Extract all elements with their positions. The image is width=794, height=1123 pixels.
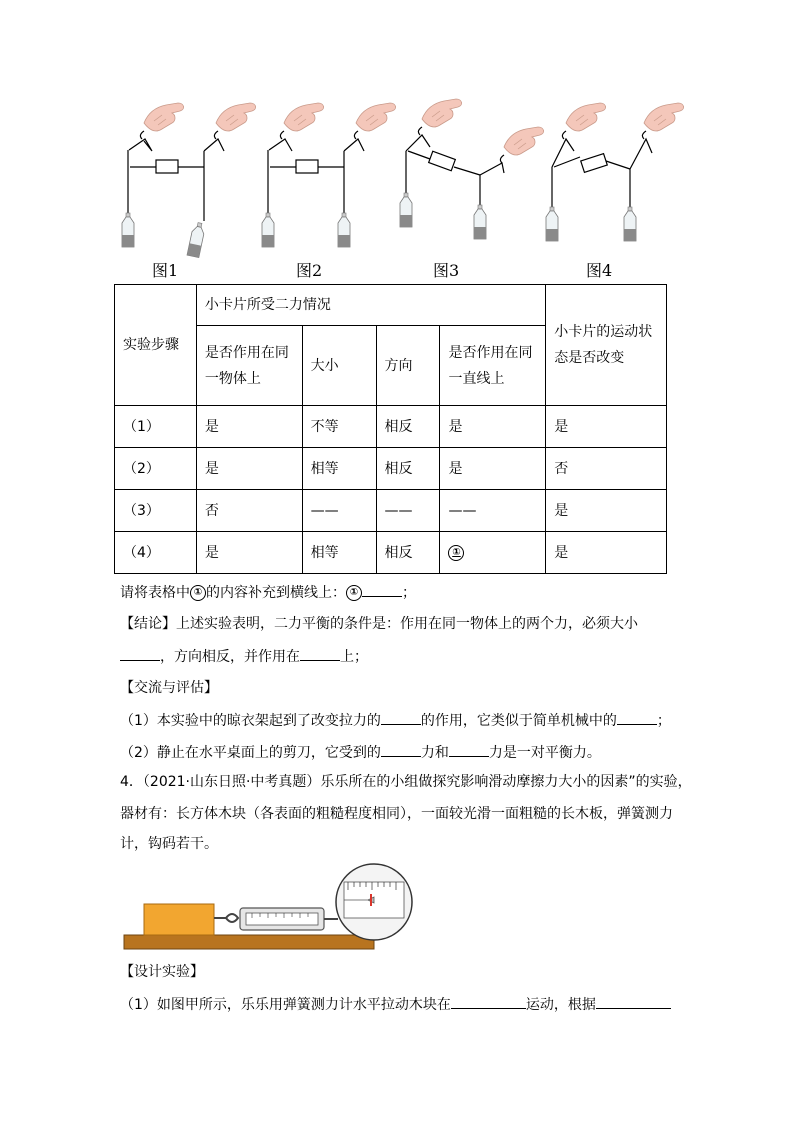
cell-size: 相等 <box>302 448 376 490</box>
cell-motion: 是 <box>546 532 667 574</box>
table-row <box>115 490 667 532</box>
table-row <box>115 448 667 490</box>
answer-blank[interactable] <box>300 646 340 661</box>
cell-direction: —— <box>376 490 440 532</box>
wood-block <box>144 904 214 935</box>
subheader-direction: 方向 <box>376 326 440 406</box>
hanger-experiment-figures <box>100 95 690 260</box>
design-title: 【设计实验】 <box>120 964 204 980</box>
cell-direction: 相反 <box>376 448 440 490</box>
figure-4-illustration <box>546 103 684 241</box>
friction-experiment-illustration <box>122 860 422 952</box>
answer-blank[interactable] <box>449 742 489 757</box>
question-2: （2）静止在水平桌面上的剪刀，它受到的 力和 力是一对平衡力。 <box>120 742 601 763</box>
cell-size: 不等 <box>302 406 376 448</box>
cell-step: （1） <box>115 406 197 448</box>
conclusion-line-2: ，方向相反，并作用在 上； <box>120 646 368 667</box>
figure-2-illustration <box>262 103 396 247</box>
problem-4-line-1: 4．（2021·山东日照·中考真题）乐乐所在的小组做探究影响滑动摩擦力大小的因素”的实验， <box>120 774 692 790</box>
cell-motion: 否 <box>546 448 667 490</box>
circled-one-marker: ① <box>448 545 464 561</box>
conclusion-line-1: 【结论】上述实验表明，二力平衡的条件是：作用在同一物体上的两个力，必须大小 <box>120 616 638 632</box>
table-row <box>115 406 667 448</box>
cell-step: （3） <box>115 490 197 532</box>
long-board <box>124 935 374 949</box>
table-row <box>115 532 667 574</box>
problem-4-line-2: 器材有：长方体木块（各表面的粗糙程度相同），一面较光滑一面粗糙的长木板，弹簧测力 <box>120 806 673 822</box>
cell-step: （4） <box>115 532 197 574</box>
circled-one-marker: ① <box>190 585 206 601</box>
figure-1-label: 图1 <box>152 261 179 280</box>
figure-3-illustration <box>400 99 544 239</box>
cell-motion: 是 <box>546 406 667 448</box>
header-motion: 小卡片的运动状态是否改变 <box>546 285 667 406</box>
cell-size: 相等 <box>302 532 376 574</box>
answer-blank[interactable] <box>362 582 402 597</box>
figure-4-label: 图4 <box>586 261 613 280</box>
spring-scale <box>240 908 338 930</box>
problem-4-line-3: 计，钩码若干。 <box>120 836 218 852</box>
answer-blank[interactable] <box>617 710 657 725</box>
answer-blank[interactable] <box>381 710 421 725</box>
figure-3-label: 图3 <box>433 261 460 280</box>
cell-step: （2） <box>115 448 197 490</box>
question-1: （1）本实验中的晾衣架起到了改变拉力的 的作用，它类似于简单机械中的 ； <box>120 710 671 731</box>
subheader-same-object: 是否作用在同一物体上 <box>196 326 302 406</box>
answer-blank[interactable] <box>451 994 526 1009</box>
magnified-gauge <box>336 864 412 940</box>
cell-same-line: —— <box>440 490 546 532</box>
figure-2-label: 图2 <box>296 261 323 280</box>
cell-motion: 是 <box>546 490 667 532</box>
answer-blank[interactable] <box>381 742 421 757</box>
cell-same-object: 是 <box>196 448 302 490</box>
cell-size: —— <box>302 490 376 532</box>
subheader-size: 大小 <box>302 326 376 406</box>
subheader-same-line: 是否作用在同一直线上 <box>440 326 546 406</box>
cell-same-line: 是 <box>440 448 546 490</box>
cell-same-object: 是 <box>196 406 302 448</box>
figure-1-illustration <box>122 103 256 258</box>
cell-direction: 相反 <box>376 532 440 574</box>
cell-same-line: 是 <box>440 406 546 448</box>
cell-same-object: 否 <box>196 490 302 532</box>
header-forces: 小卡片所受二力情况 <box>196 285 545 326</box>
cell-same-object: 是 <box>196 532 302 574</box>
circled-one-marker: ① <box>346 585 362 601</box>
cell-same-line-blank <box>440 532 546 574</box>
exchange-title: 【交流与评估】 <box>120 680 218 696</box>
answer-blank[interactable] <box>596 994 671 1009</box>
cell-direction: 相反 <box>376 406 440 448</box>
header-step: 实验步骤 <box>115 285 197 406</box>
fill-prompt: 请将表格中 ① 的内容补充到横线上： ① ； <box>120 582 416 603</box>
design-question-1: （1）如图甲所示，乐乐用弹簧测力计水平拉动木块在 运动，根据 <box>120 994 671 1015</box>
experiment-table <box>114 284 667 574</box>
answer-blank[interactable] <box>120 646 160 661</box>
